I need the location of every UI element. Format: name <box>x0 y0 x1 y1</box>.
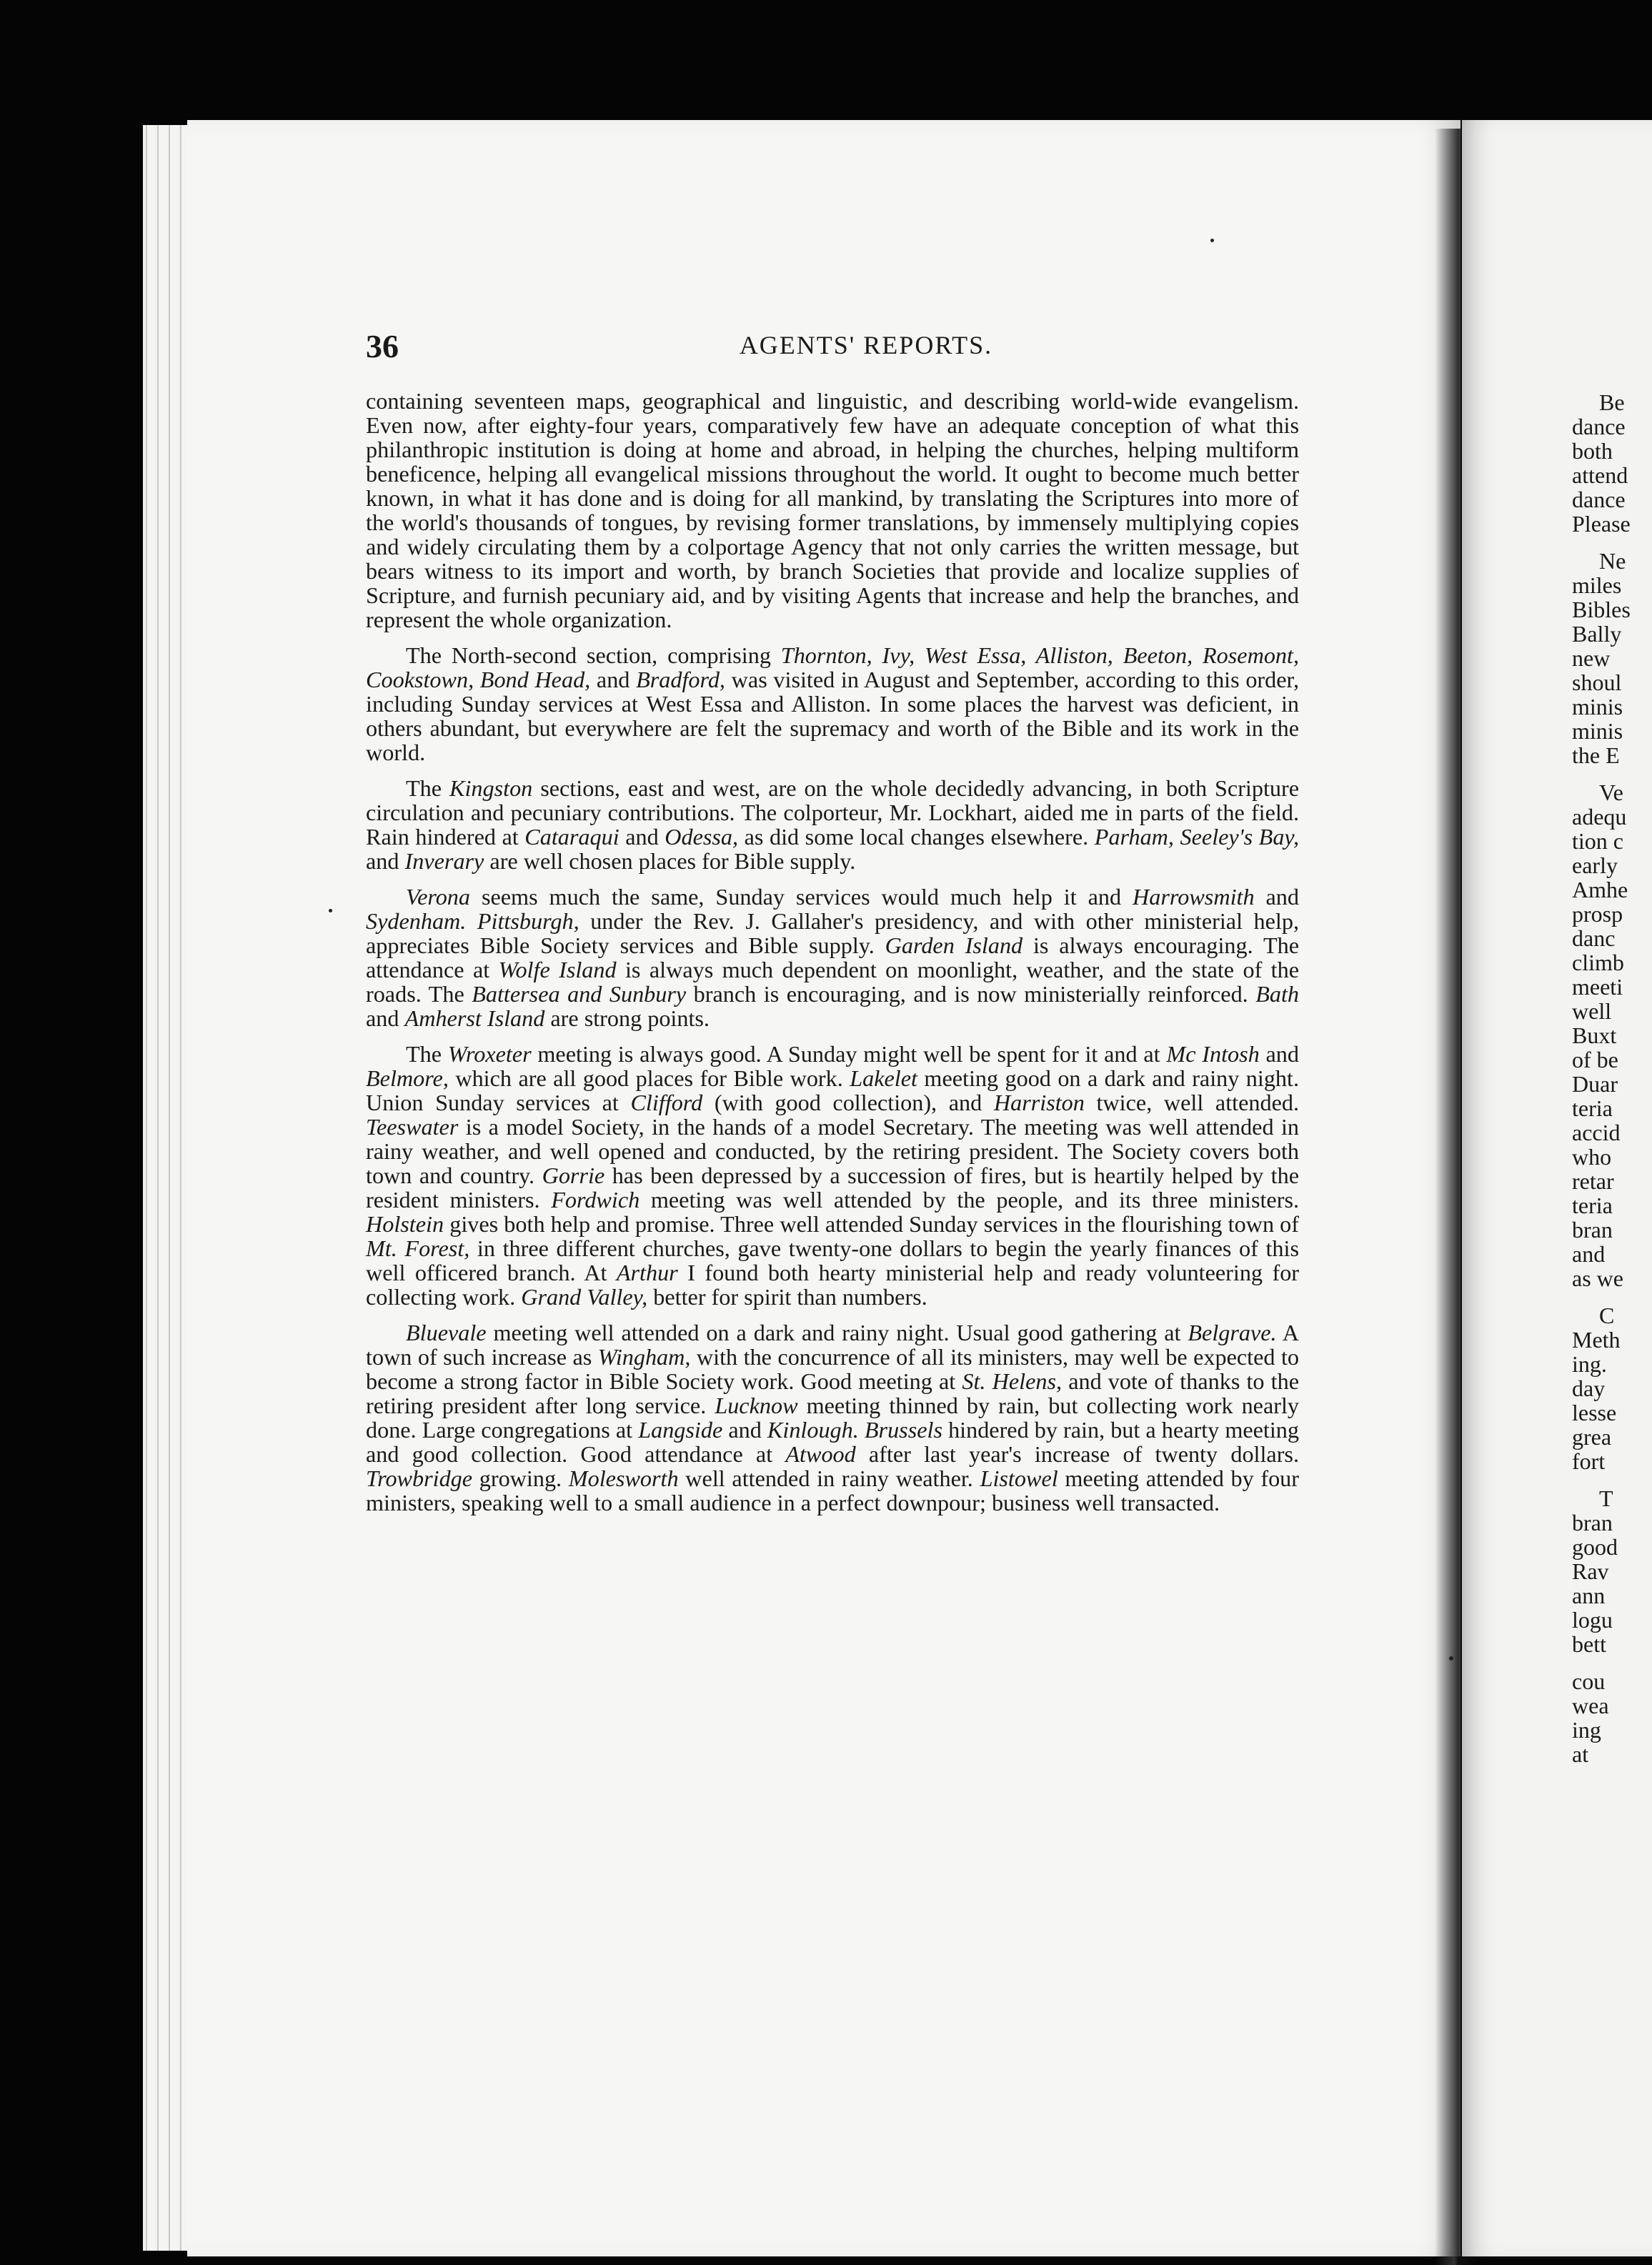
right-page-line: dance <box>1572 414 1626 439</box>
place-name: Brussels <box>864 1417 942 1443</box>
right-page-line: prosp <box>1572 901 1623 927</box>
text-run: is a model Society, in the hands of a model Secretary. The meeting was well attended in rainy weather, and well opened and conducted, by the retiring president. The Society covers both town and country. <box>366 1114 1299 1188</box>
paragraph <box>366 643 1299 765</box>
text-run: The <box>406 775 449 801</box>
right-page-line: Bibles <box>1572 597 1631 622</box>
text-run: meeting was well attended by the people, and its three ministers. <box>640 1187 1300 1213</box>
right-page-line: Buxt <box>1572 1022 1617 1048</box>
place-name: Gorrie <box>542 1163 605 1188</box>
place-name: Inverary <box>404 848 484 874</box>
right-page-line: logu <box>1572 1607 1613 1633</box>
right-page-line: good <box>1572 1534 1618 1560</box>
right-page-line: of be <box>1572 1047 1618 1072</box>
right-page <box>1462 120 1652 2256</box>
text-run: well attended in rainy weather. <box>678 1465 980 1491</box>
place-name: Parham, Seeley's Bay, <box>1094 824 1299 850</box>
right-page-line: accid <box>1572 1120 1621 1145</box>
place-name: St. Helens, <box>962 1368 1063 1394</box>
right-page-line: danc <box>1572 925 1616 951</box>
text-run: branch is encouraging, and is now ministerially reinforced. <box>686 981 1256 1007</box>
right-page-line: teria <box>1572 1095 1613 1121</box>
dust-speck <box>329 909 332 912</box>
right-page-line: cou <box>1572 1668 1606 1694</box>
right-page-line: tion c <box>1572 828 1623 854</box>
right-page-line: retar <box>1572 1168 1614 1194</box>
paragraph <box>366 885 1299 1030</box>
text-run: meeting good on a dark and rainy night. Union Sunday services at <box>366 1065 1300 1115</box>
place-name: Grand Valley, <box>521 1284 648 1310</box>
running-head <box>366 327 1299 370</box>
right-page-line: the E <box>1572 742 1620 768</box>
text-run: in three different churches, gave twenty-one dollars to begin the yearly finances of this well officered branch. At <box>366 1235 1299 1285</box>
right-page-line: climb <box>1572 950 1624 975</box>
place-name: Bluevale <box>406 1320 487 1345</box>
text-run: gives both help and promise. Three well attended Sunday services in the flourishing town of <box>444 1211 1299 1237</box>
text-run: I found both hearty ministerial help and ready volunteering for collecting work. <box>366 1260 1300 1310</box>
right-page-line: teria <box>1572 1193 1613 1218</box>
text-run: and <box>366 848 405 874</box>
right-page-line: wea <box>1572 1693 1609 1718</box>
right-page-line: Please <box>1572 511 1631 537</box>
right-page-paragraph <box>1572 780 1652 1290</box>
body-text <box>366 389 1299 1526</box>
right-page-line: T <box>1599 1485 1613 1511</box>
text-run: as did some local changes elsewhere. <box>738 824 1095 850</box>
right-page-line: grea <box>1572 1424 1612 1450</box>
text-run: are well chosen places for Bible supply. <box>484 848 856 874</box>
place-name: Garden Island <box>885 932 1023 958</box>
right-page-line: ing. <box>1572 1351 1607 1377</box>
right-page-line: bran <box>1572 1510 1613 1535</box>
place-name: Bath <box>1255 981 1300 1007</box>
paragraph <box>366 1320 1299 1515</box>
dust-speck <box>1210 239 1214 242</box>
right-page-paragraph <box>1572 1669 1652 1766</box>
place-name: Clifford <box>630 1090 703 1115</box>
dust-speck <box>1449 1656 1453 1661</box>
place-name: Harrowsmith <box>1133 884 1255 910</box>
text-run: is always much dependent on moonlight, weather, and the state of the roads. The <box>366 957 1299 1007</box>
page-number: 36 <box>366 328 399 364</box>
right-page-line: bett <box>1572 1631 1606 1657</box>
right-page-line: Rav <box>1572 1558 1609 1584</box>
text-run <box>466 908 477 934</box>
right-page-line: minis <box>1572 694 1623 720</box>
place-name: Lakelet <box>850 1065 917 1091</box>
right-page-line: miles <box>1572 572 1622 598</box>
right-page-line: early <box>1572 852 1618 878</box>
paragraph <box>366 389 1299 632</box>
text-run: has been depressed by a succession of fires, but is heartily helped by the resident ministers. <box>366 1163 1299 1213</box>
right-page-line: ann <box>1572 1583 1606 1608</box>
text-run: was visited in August and September, according to this order, including Sunday services at West Essa and Alliston. In some places the harvest was deficient, in others abundant, but everywhere are felt the supremacy and worth of the Bible and its work in the world. <box>366 667 1300 765</box>
text-run: meeting well attended on a dark and rainy night. Usual good gathering at <box>486 1320 1188 1345</box>
text-run: meeting thinned by rain, but collecting work nearly done. Large congregations at <box>366 1393 1300 1443</box>
right-page-line: minis <box>1572 718 1623 744</box>
right-page-line: Duar <box>1572 1071 1618 1097</box>
right-page-line: dance <box>1572 487 1626 512</box>
text-run: The North-second section, comprising <box>406 642 781 668</box>
place-name: Sydenham. <box>366 908 467 934</box>
place-name: Pittsburgh, <box>477 908 579 934</box>
text-run: containing seventeen maps, geographical and linguistic, and describing world-wide evangelism. Even now, after eighty-four years, comparatively few have an adequate conception of what this philanthropic institution is doing at home and abroad, in helping the churches, helping multiform beneficence, helping all evangelical missions throughout the world. It ought to become much better known, in what it has done and is doing for all mankind, by translating the Scriptures into more of the world's thousands of tongues, by revising former translations, by immensely multiplying copies and widely circulating them by a colportage Agency that not only carries the written message, but bears witness to its import and worth, by branch Societies that provide and localize supplies of Scripture, and furnish pecuniary aid, and by visiting Agents that increase and help the branches, and represent the whole organization. <box>366 388 1299 632</box>
text-run: and <box>590 667 637 692</box>
text-run: and <box>722 1417 767 1443</box>
paragraph <box>366 776 1299 873</box>
place-name: Holstein <box>366 1211 444 1237</box>
right-page-paragraph <box>1572 1303 1652 1473</box>
text-run: growing. <box>472 1465 569 1491</box>
place-name: Listowel <box>980 1465 1058 1491</box>
right-page-line: Meth <box>1572 1327 1621 1353</box>
place-name: Wingham, <box>597 1344 691 1370</box>
place-name: Belmore, <box>366 1065 449 1091</box>
place-name: Odessa, <box>665 824 739 850</box>
place-name: Battersea and Sunbury <box>472 981 687 1007</box>
text-run: and <box>1254 884 1299 910</box>
right-page-line: and <box>1572 1241 1606 1267</box>
place-name: Verona <box>406 884 470 910</box>
place-name: Atwood <box>785 1441 856 1467</box>
right-page-paragraph <box>1572 1486 1652 1656</box>
place-name: Wroxeter <box>447 1041 532 1067</box>
place-name: Trowbridge <box>366 1465 473 1491</box>
place-name: Mc Intosh <box>1166 1041 1260 1067</box>
place-name: Thornton, Ivy, West Essa, Alliston, Beeton, Rosemont, Cookstown, Bond Head, <box>366 642 1299 692</box>
text-run: are strong points. <box>544 1005 710 1031</box>
place-name: Lucknow <box>715 1393 798 1418</box>
right-page-text-fragments <box>1572 390 1652 1779</box>
right-page-line: Amhe <box>1572 877 1628 902</box>
place-name: Bradford, <box>636 667 725 692</box>
text-run: meeting attended by four ministers, speaking well to a small audience in a perfect downpour; business well transacted. <box>366 1465 1299 1515</box>
text-run: is always encouraging. The attendance at <box>366 932 1299 982</box>
right-page-line: C <box>1599 1303 1615 1328</box>
text-run: sections, east and west, are on the whole decidedly advancing, in both Scripture circulation and pecuniary contributions. The colporteur, Mr. Lockhart, aided me in parts of the field. Rain hindered at <box>366 775 1300 850</box>
text-run: A town of such increase as <box>366 1320 1299 1370</box>
place-name: Fordwich <box>551 1187 640 1213</box>
right-page-line: day <box>1572 1375 1606 1401</box>
place-name: Wolfe Island <box>498 957 617 982</box>
text-run: and vote of thanks to the retiring president after long service. <box>366 1368 1299 1418</box>
text-run: hindered by rain, but a hearty meeting and good collection. Good attendance at <box>366 1417 1299 1467</box>
right-page-line: at <box>1572 1741 1595 1767</box>
place-name: Langside <box>638 1417 723 1443</box>
text-run: seems much the same, Sunday services would much help it and <box>470 884 1133 910</box>
right-page-line: Ne <box>1599 548 1626 574</box>
right-page-line: new <box>1572 645 1616 671</box>
text-run <box>859 1417 865 1443</box>
right-page-line: shoul <box>1572 669 1622 695</box>
text-run: twice, well attended. <box>1084 1090 1299 1115</box>
place-name: Kinlough. <box>767 1417 859 1443</box>
right-page-line: bran <box>1572 1217 1613 1243</box>
place-name: Teeswater <box>366 1114 459 1140</box>
right-page-line: meeti <box>1572 974 1623 1000</box>
text-run: (with good collection), and <box>702 1090 994 1115</box>
place-name: Molesworth <box>568 1465 679 1491</box>
text-run: and <box>1259 1041 1299 1067</box>
right-page-line: both <box>1572 438 1618 464</box>
right-page-paragraph <box>1572 549 1652 767</box>
text-run: and <box>619 824 665 850</box>
text-run: The <box>406 1041 448 1067</box>
text-run: which are all good places for Bible work. <box>448 1065 850 1091</box>
right-page-line: fort <box>1572 1448 1606 1474</box>
right-page-line: as we <box>1572 1265 1623 1291</box>
right-page-paragraph <box>1572 390 1652 536</box>
paragraph <box>366 1042 1299 1309</box>
place-name: Belgrave. <box>1188 1320 1277 1345</box>
place-name: Arthur <box>616 1260 678 1285</box>
right-page-line: Be <box>1599 389 1625 415</box>
right-page-line: Bally <box>1572 621 1622 647</box>
page-header-title: AGENTS' REPORTS. <box>739 331 993 359</box>
right-page-line: ing <box>1572 1717 1601 1743</box>
right-page-line: Ve <box>1599 780 1623 805</box>
text-run: under the Rev. J. Gallaher's presidency, and with other ministerial help, appreciates Bible Society services and Bible supply. <box>366 908 1300 958</box>
text-run: better for spirit than numbers. <box>647 1284 927 1310</box>
text-run: meeting is always good. A Sunday might well be spent for it and at <box>531 1041 1167 1067</box>
right-page-line: who <box>1572 1144 1612 1170</box>
right-page-line: well <box>1572 998 1612 1024</box>
place-name: Kingston <box>449 775 533 801</box>
text-run: and <box>366 1005 405 1031</box>
right-page-line: attend <box>1572 462 1628 488</box>
text-run: with the concurrence of all its ministers, may well be expected to become a strong factor in Bible Society work. Good meeting at <box>366 1344 1299 1394</box>
place-name: Harriston <box>993 1090 1085 1115</box>
place-name: Amherst Island <box>404 1005 545 1031</box>
place-name: Cataraqui <box>524 824 620 850</box>
right-page-line: lesse <box>1572 1400 1617 1425</box>
right-page-line: adequ <box>1572 804 1627 830</box>
place-name: Mt. Forest, <box>366 1235 470 1261</box>
text-run: after last year's increase of twenty dollars. <box>855 1441 1299 1467</box>
